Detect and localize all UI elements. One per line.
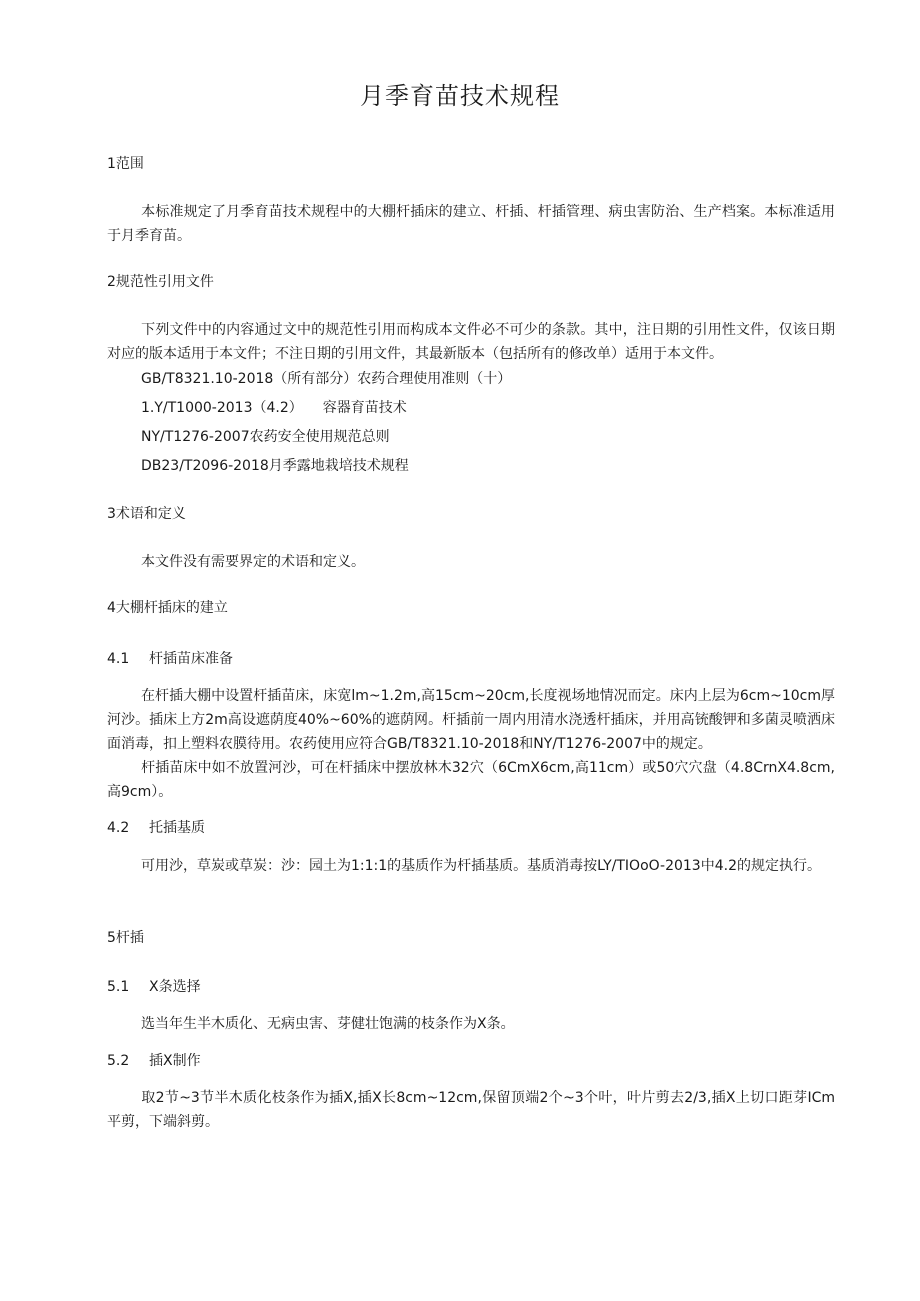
section-3-heading: 3术语和定义 bbox=[107, 506, 186, 522]
section-4-1-paragraph-1-text: 在杆插大棚中设置杆插苗床，床宽lm~1.2m,高15cm~20cm,长度视场地情况而定。床内上层为6cm~10cm厚河沙。插床上方2m高设遮荫度40%~60%的遮荫网。杆插前一周内用清水浇透杆插床，并用高铳酸钾和多菌灵喷洒床面消毒，扣上塑料农膜待用。农药使用应符合GB/T8321.10-2018和NY/T1276-2007中的规定。 bbox=[107, 688, 835, 752]
section-4-1-paragraph-2 bbox=[107, 756, 835, 804]
section-2-heading: 2规范性引用文件 bbox=[107, 274, 214, 290]
section-4-2-heading: 4.2 托插基质 bbox=[107, 820, 205, 836]
section-4-2-paragraph bbox=[107, 854, 835, 878]
section-5-2-heading: 5.2 插X制作 bbox=[107, 1053, 201, 1069]
section-5-2-paragraph bbox=[107, 1086, 835, 1134]
document-title: 月季育苗技术规程 bbox=[360, 82, 560, 110]
section-5-1-paragraph-text: 选当年生半木质化、无病虫害、芽健壮饱满的枝条作为X条。 bbox=[141, 1016, 515, 1032]
section-5-heading: 5杆插 bbox=[107, 930, 144, 946]
section-4-1-paragraph-1 bbox=[107, 684, 835, 756]
section-3-paragraph bbox=[107, 550, 835, 574]
reference-item: NY/T1276-2007农药安全使用规范总则 bbox=[141, 429, 390, 445]
section-4-1-paragraph-2-text: 杆插苗床中如不放置河沙，可在杆插床中摆放林木32穴（6CmX6cm,高11cm）或50穴穴盘（4.8CrnX4.8cm,高9cm）。 bbox=[107, 760, 835, 800]
section-1-paragraph bbox=[107, 200, 835, 248]
section-5-1-paragraph bbox=[107, 1012, 835, 1036]
section-5-2-paragraph-text: 取2节~3节半木质化枝条作为插X,插X长8cm~12cm,保留顶端2个~3个叶，叶片剪去2/3,插X上切口距芽ICm平剪，下端斜剪。 bbox=[107, 1090, 835, 1130]
section-4-2-paragraph-text: 可用沙，草炭或草炭：沙：园土为1:1:1的基质作为杆插基质。基质消毒按LY/TIOoO-2013中4.2的规定执行。 bbox=[141, 858, 821, 874]
reference-item: GB/T8321.10-2018（所有部分）农药合理使用准则（十） bbox=[141, 371, 512, 387]
section-1-heading: 1范围 bbox=[107, 156, 144, 172]
section-4-heading: 4大棚杆插床的建立 bbox=[107, 600, 228, 616]
section-2-paragraph bbox=[107, 318, 835, 366]
reference-item: DB23/T2096-2018月季露地栽培技术规程 bbox=[141, 458, 409, 474]
reference-item: 1.Y/T1000-2013（4.2） 容器育苗技术 bbox=[141, 400, 407, 416]
section-4-1-heading: 4.1 杆插苗床准备 bbox=[107, 651, 233, 667]
section-5-1-heading: 5.1 X条选择 bbox=[107, 979, 201, 995]
section-3-paragraph-text: 本文件没有需要界定的术语和定义。 bbox=[141, 554, 365, 570]
section-2-paragraph-text: 下列文件中的内容通过文中的规范性引用而构成本文件必不可少的条款。其中，注日期的引用性文件，仅该日期对应的版本适用于本文件；不注日期的引用文件，其最新版本（包括所有的修改单）适用于本文件。 bbox=[107, 322, 835, 362]
section-1-paragraph-text: 本标准规定了月季育苗技术规程中的大棚杆插床的建立、杆插、杆插管理、病虫害防治、生产档案。本标准适用于月季育苗。 bbox=[107, 204, 835, 244]
